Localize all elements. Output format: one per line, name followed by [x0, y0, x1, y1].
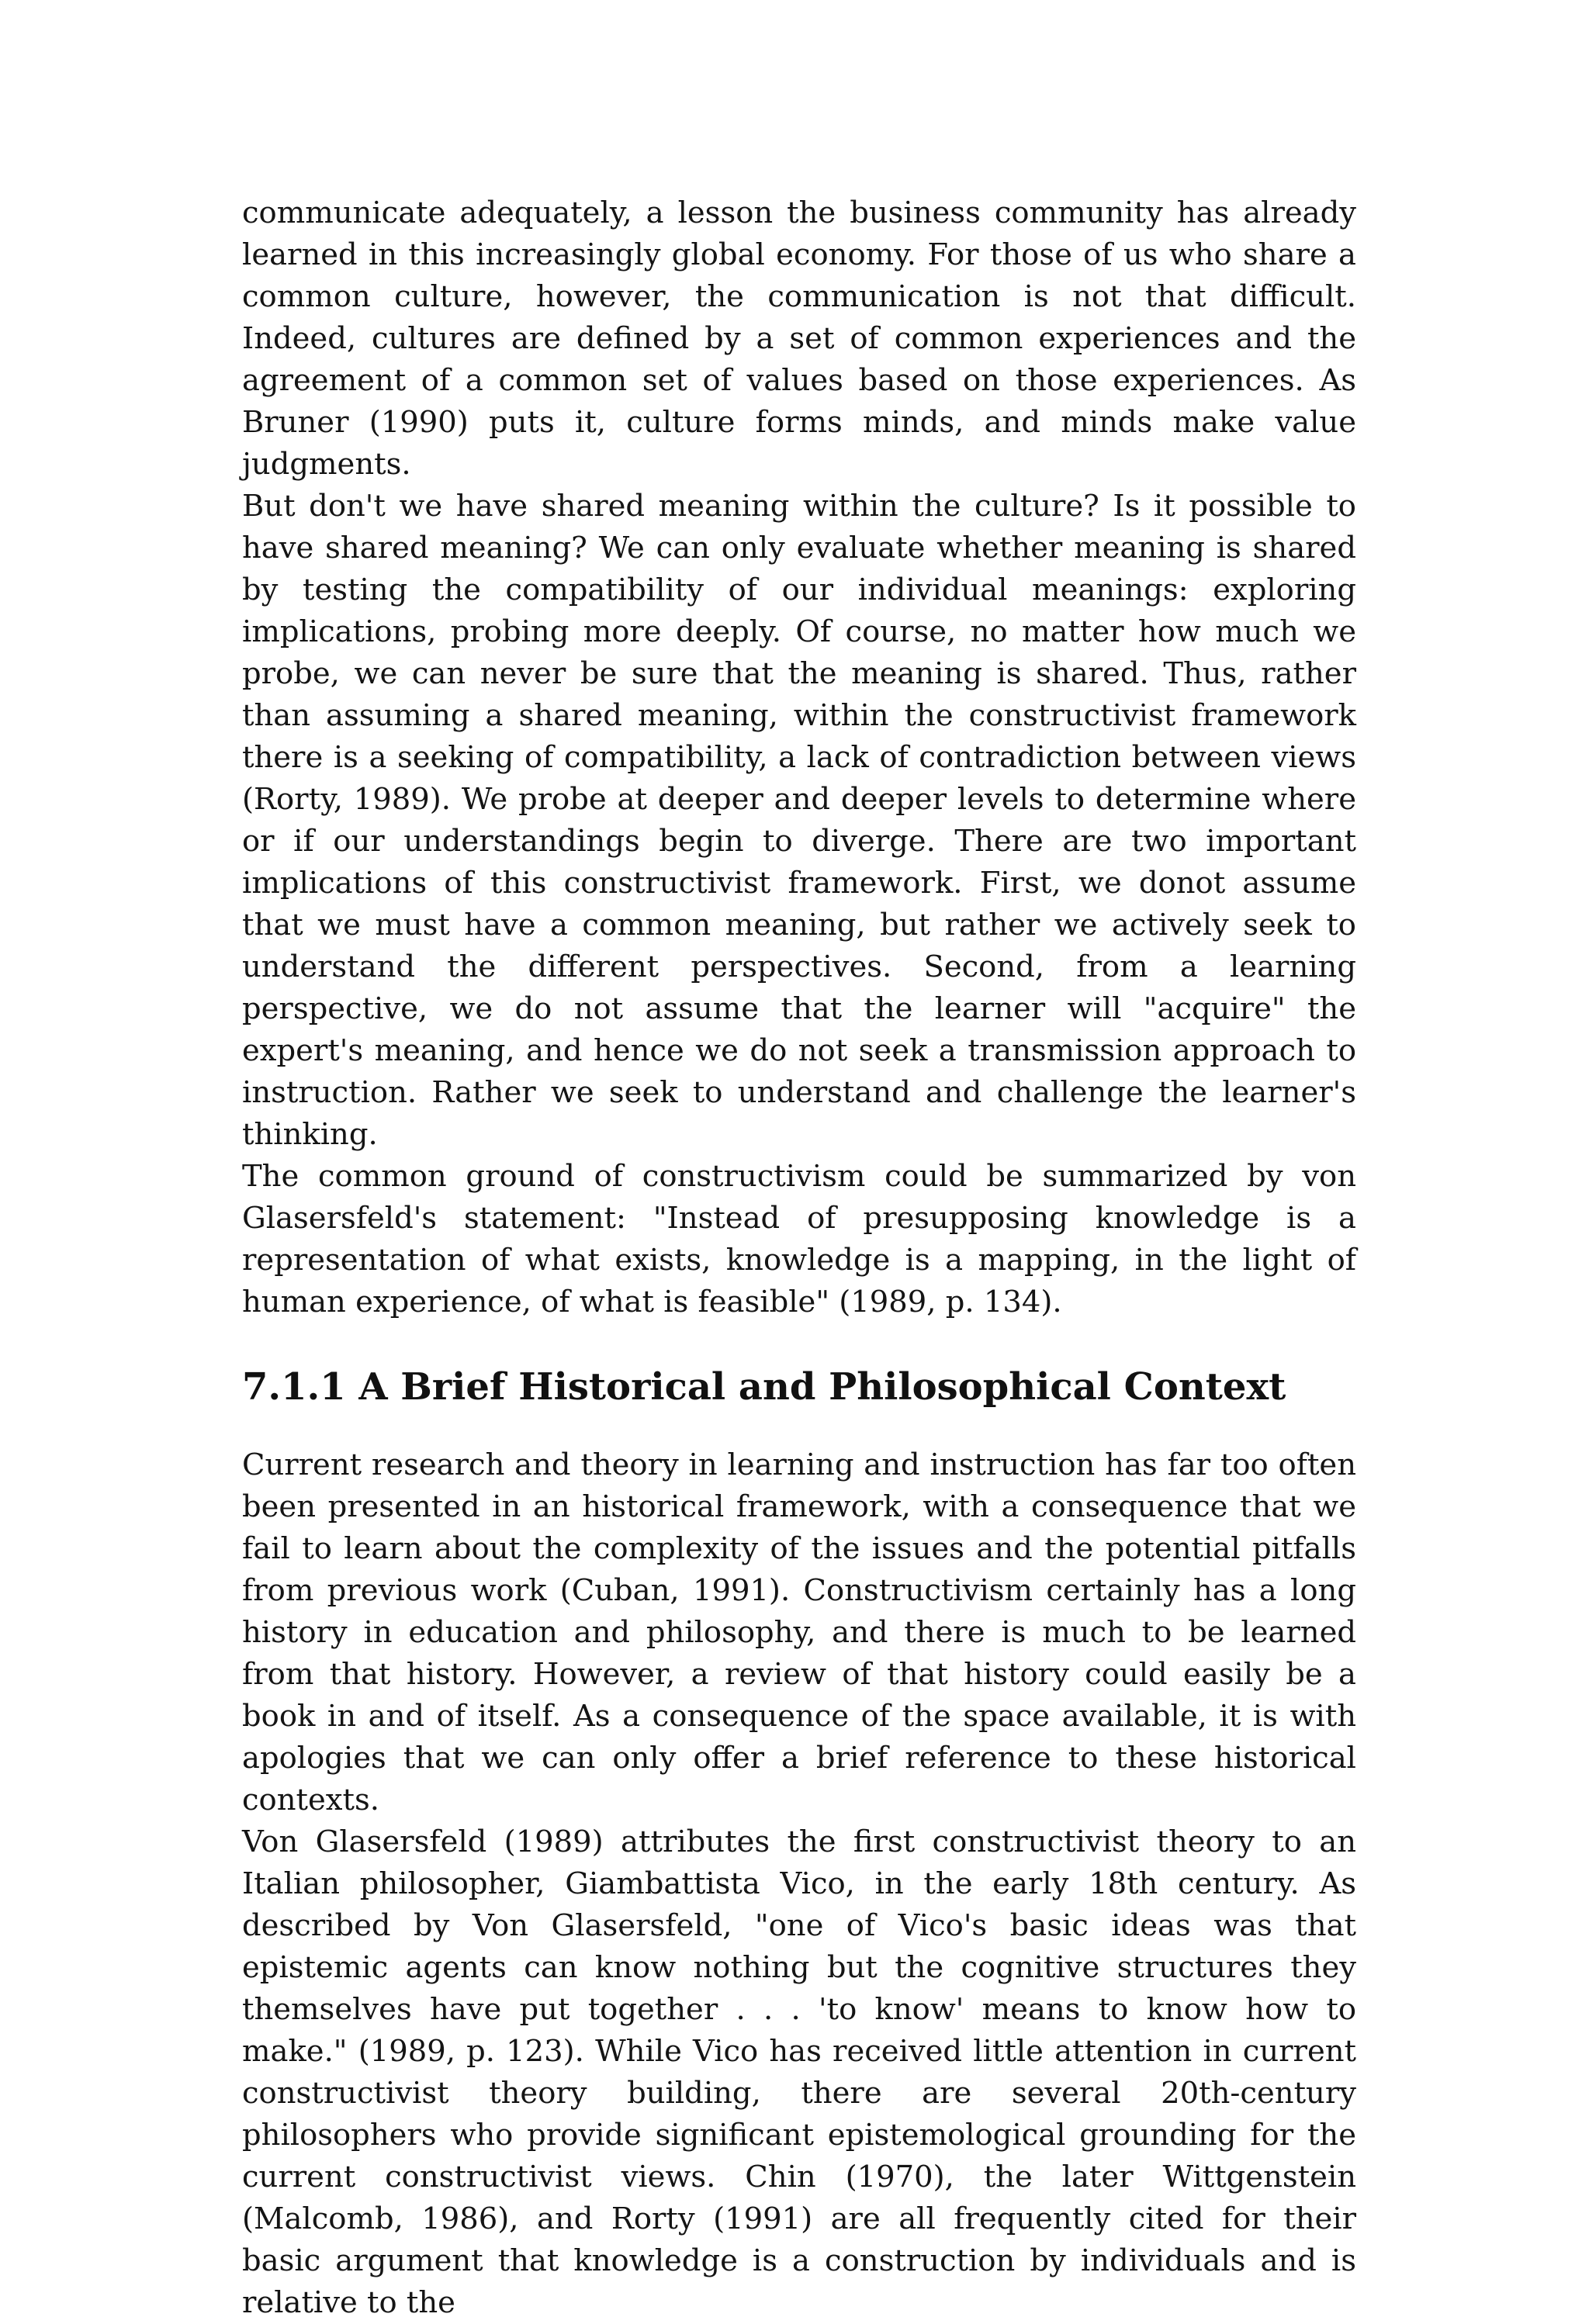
document-page	[242, 192, 1356, 2324]
paragraph-von-glasersfeld: Von Glasersfeld (1989) attributes the first constructivist theory to an Italian philosopher, Giambattista Vico, in the early 18th century. As described by Von Glasersfeld, "one of Vico's basic ideas was that epistemic agents can know nothing but the cognitive structures they themselves have put together . . . 'to know' means to know how to make." (1989, p. 123). While Vico has received little attention in current constructivist theory building, there are several 20th-century philosophers who provide significant epistemological grounding for the current constructivist views. Chin (1970), the later Wittgenstein (Malcomb, 1986), and Rorty (1991) are all frequently cited for their basic argument that knowledge is a construction by individuals and is relative to the	[242, 1824, 1356, 2320]
paragraph-shared-meaning: But don't we have shared meaning within the culture? Is it possible to have shared meaning? We can only evaluate whether meaning is shared by testing the compatibility of our individual meanings: exploring implications, probing more deeply. Of course, no matter how much we probe, we can never be sure that the meaning is shared. Thus, rather than assuming a shared meaning, within the constructivist framework there is a seeking of compatibility, a lack of contradiction between views (Rorty, 1989). We probe at deeper and deeper levels to determine where or if our understandings begin to diverge. There are two important implications of this constructivist framework. First, we donot assume that we must have a common meaning, but rather we actively seek to understand the different perspectives. Second, from a learning perspective, we do not assume that the learner will "acquire" the expert's meaning, and hence we do not seek a transmission approach to instruction. Rather we seek to understand and challenge the learner's thinking.	[242, 489, 1356, 1152]
paragraph-cultures: communicate adequately, a lesson the business community has already learned in this increasingly global economy. For those of us who share a common culture, however, the communication is not that difficult. Indeed, cultures are defined by a set of common experiences and the agreement of a common set of values based on those experiences. As Bruner (1990) puts it, culture forms minds, and minds make value judgments.	[242, 195, 1356, 482]
paragraph-common-ground: The common ground of constructivism could be summarized by von Glasersfeld's statement: "Instead of presupposing knowledge is a representation of what exists, knowledge is a mapping, in the light of human experience, of what is feasible" (1989, p. 134).	[242, 1159, 1356, 1319]
section-heading: 7.1.1 A Brief Historical and Philosophical Context	[242, 1365, 1286, 1409]
paragraph-historical-framework: Current research and theory in learning and instruction has far too often been presented in an historical framework, with a consequence that we fail to learn about the complexity of the issues and the potential pitfalls from previous work (Cuban, 1991). Constructivism certainly has a long history in education and philosophy, and there is much to be learned from that history. However, a review of that history could easily be a book in and of itself. As a consequence of the space available, it is with apologies that we can only offer a brief reference to these historical contexts.	[242, 1447, 1356, 1817]
